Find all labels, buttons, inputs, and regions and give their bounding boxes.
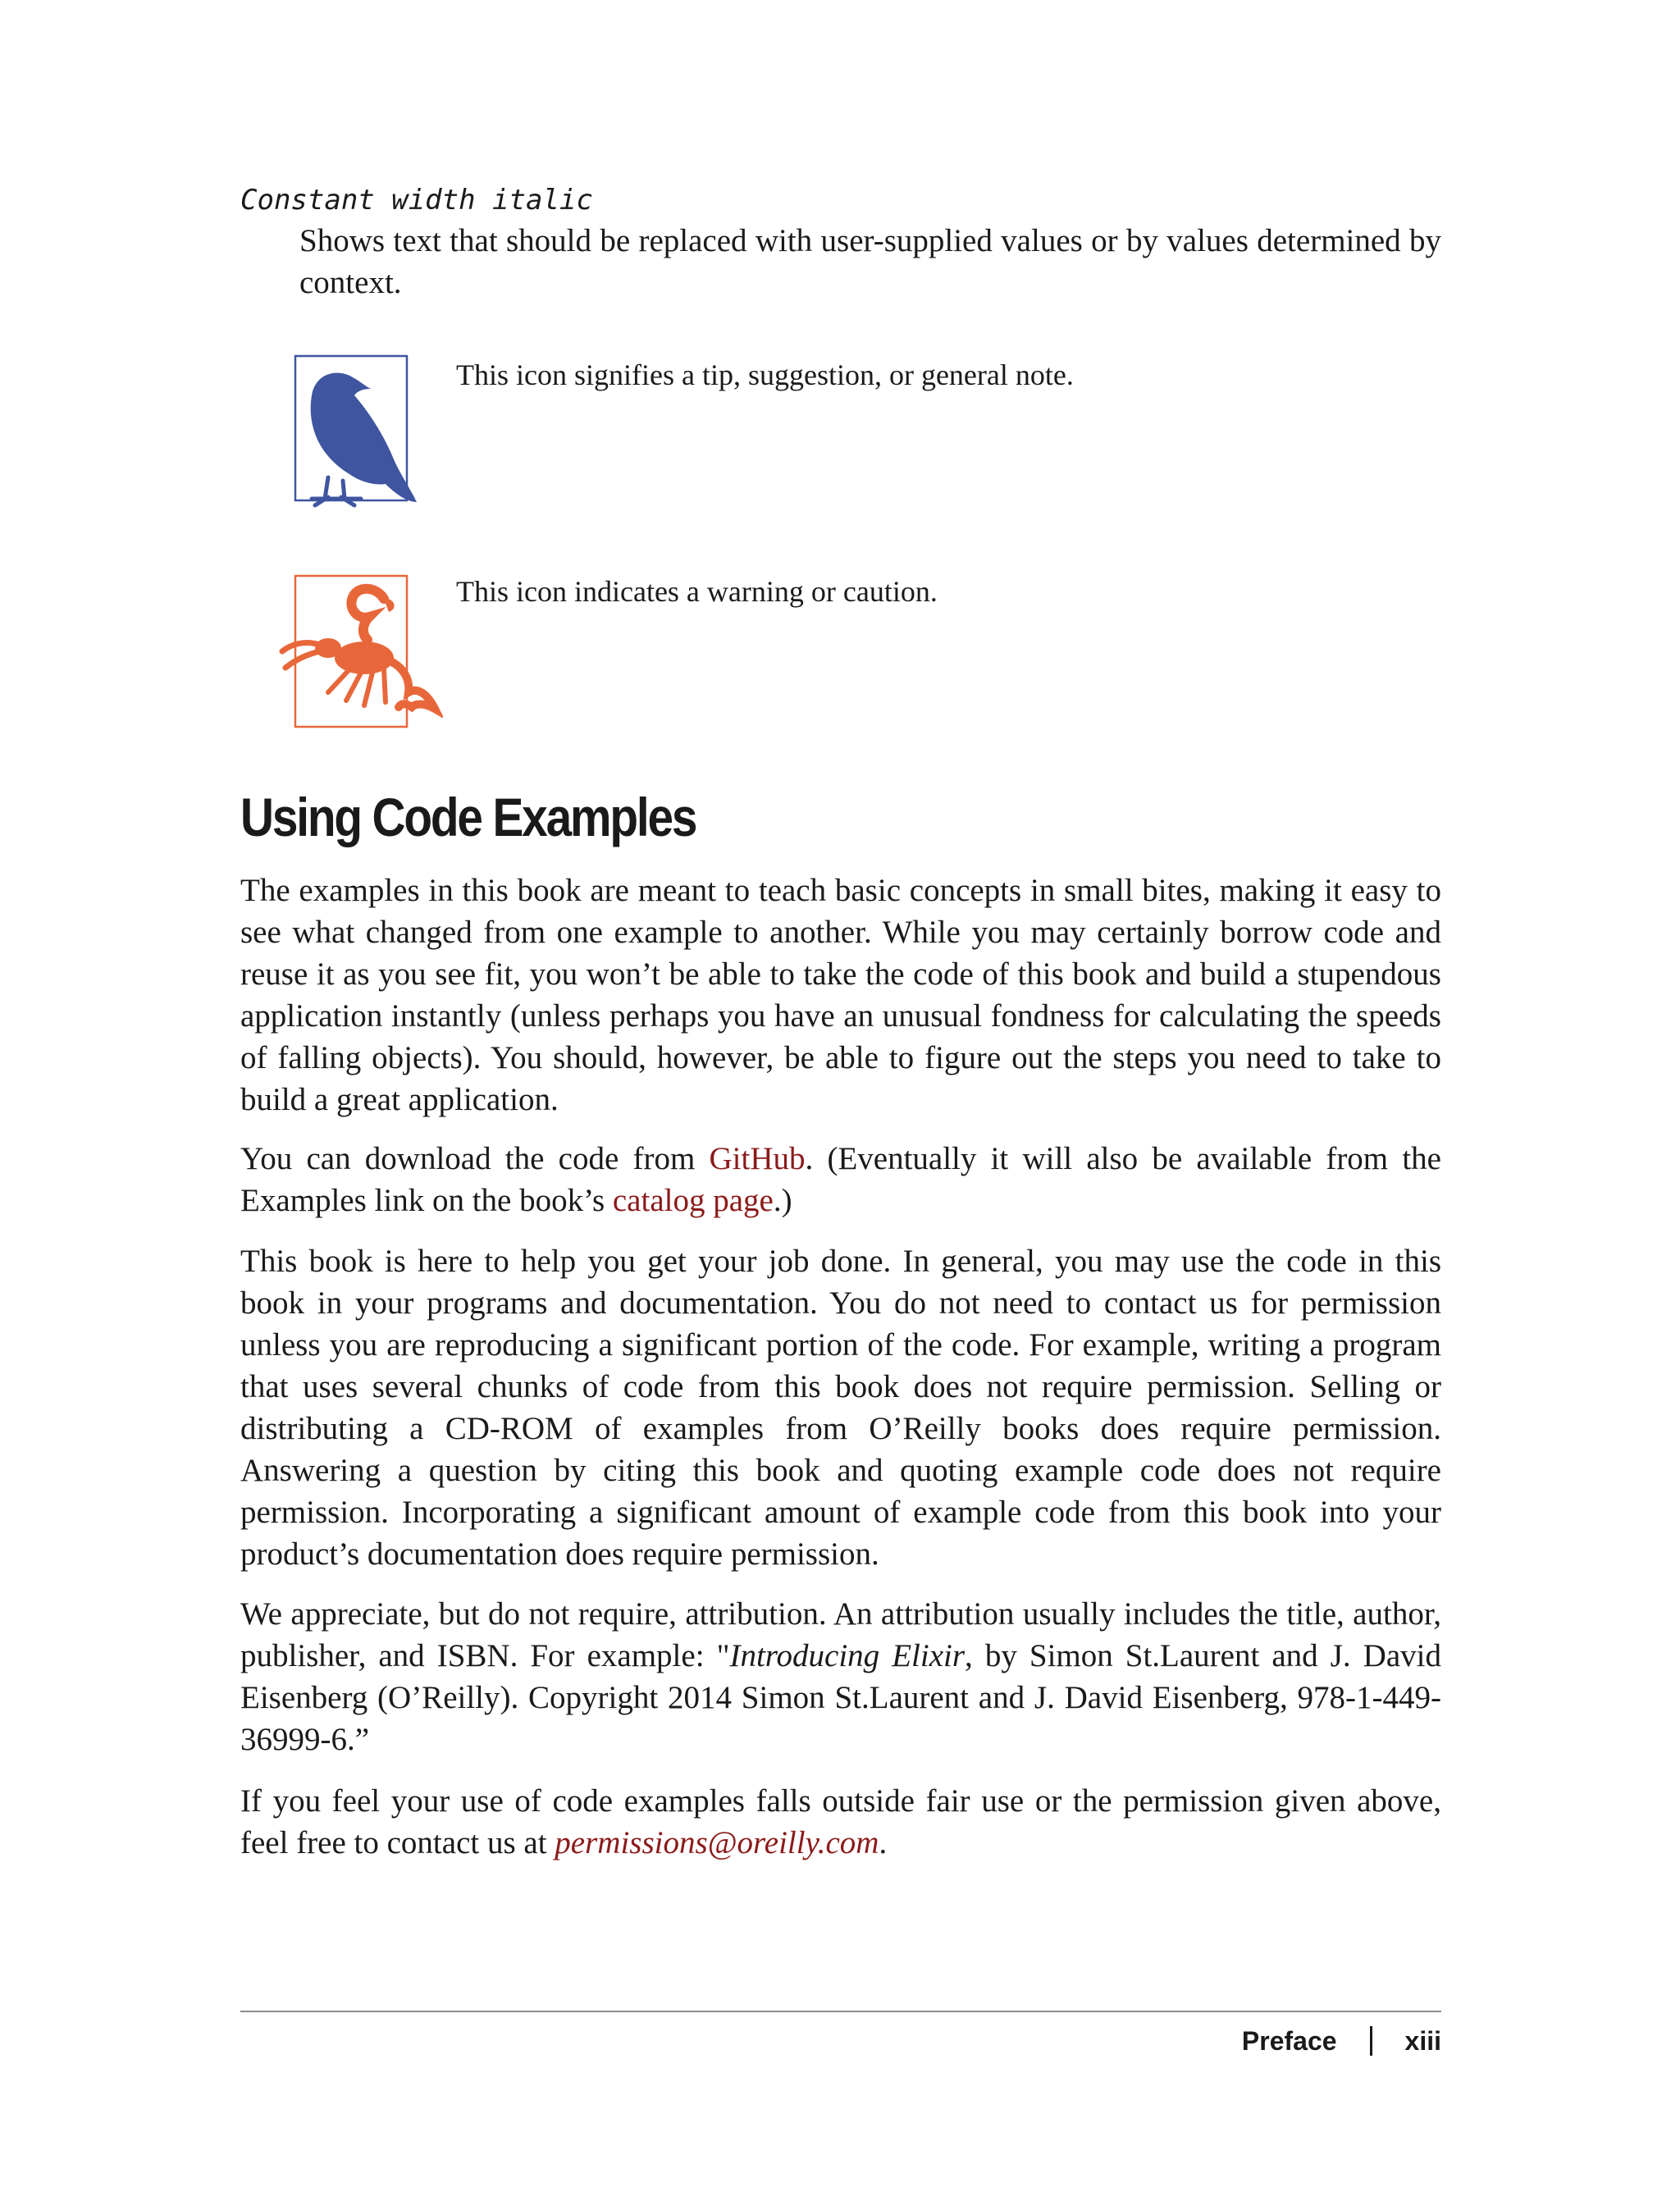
warning-note-text: This icon indicates a warning or caution. bbox=[456, 575, 938, 608]
convention-term: Constant width italic bbox=[240, 184, 593, 217]
section-heading: Using Code Examples bbox=[240, 787, 696, 847]
footer-separator bbox=[1370, 2026, 1372, 2056]
paragraph-contact bbox=[240, 1780, 1441, 1864]
download-text-start: You can download the code from bbox=[240, 1141, 710, 1176]
tip-note-text: This icon signifies a tip, suggestion, or general note. bbox=[456, 358, 1074, 391]
permissions-email-link[interactable]: permissions@oreilly.com bbox=[555, 1825, 879, 1860]
footer-page-number: xiii bbox=[1404, 2026, 1441, 2056]
paragraph-attribution bbox=[240, 1593, 1441, 1760]
catalog-page-link[interactable]: catalog page bbox=[612, 1183, 774, 1218]
contact-text-start: If you feel your use of code examples falls outside fair use or the permission given above, feel free to contact us at bbox=[240, 1783, 1441, 1860]
attribution-text-end: , by Simon St.Laurent and J. David Eisenberg (O’Reilly). Copyright 2014 Simon St.Laurent and J. David Eisenberg, 978-1-449-36999-6.” bbox=[240, 1638, 1441, 1757]
contact-text-end: . bbox=[879, 1825, 888, 1860]
download-text-middle: . (Eventually it will also be available from the Examples link on the book’s bbox=[240, 1141, 1441, 1218]
paragraph-permissions: This book is here to help you get your job done. In general, you may use the code in this book in your programs and documentation. You do not need to contact us for permission unless you are reproducing a significant portion of the code. For example, writing a program that uses several chunks of code from this book does not require permission. Selling or distributing a CD-ROM of examples from O’Reilly books does require permission. Answering a question by citing this book and quoting example code does not require permission. Incorporating a significant amount of example code from this book into your product’s documentation does require permission. bbox=[240, 1244, 1441, 1572]
github-link[interactable]: GitHub bbox=[709, 1141, 806, 1176]
scorpion-warning-icon bbox=[279, 569, 443, 733]
crow-tip-icon bbox=[279, 353, 443, 517]
page-footer bbox=[1242, 2023, 1441, 2059]
paragraph-download bbox=[240, 1138, 1441, 1221]
paragraph-intro: The examples in this book are meant to teach basic concepts in small bites, making it easy to see what changed from one example to another. While you may certainly borrow code and reuse it as you see fit, you won’t be able to take the code of this book and build a stupendous application instantly (unless perhaps you have an unusual fondness for calculating the speeds of falling objects). You should, however, be able to figure out the steps you need to take to build a great application. bbox=[240, 873, 1441, 1117]
book-title: Introducing Elixir bbox=[729, 1638, 966, 1673]
attribution-text-start: We appreciate, but do not require, attribution. An attribution usually includes the title, author, publisher, and ISBN. For example: " bbox=[240, 1596, 1441, 1673]
download-text-end: .) bbox=[773, 1183, 792, 1218]
footer-section-name: Preface bbox=[1241, 2026, 1337, 2056]
convention-definition: Shows text that should be replaced with user-supplied values or by values determined by context. bbox=[299, 223, 1441, 300]
footer-divider bbox=[240, 2011, 1441, 2012]
